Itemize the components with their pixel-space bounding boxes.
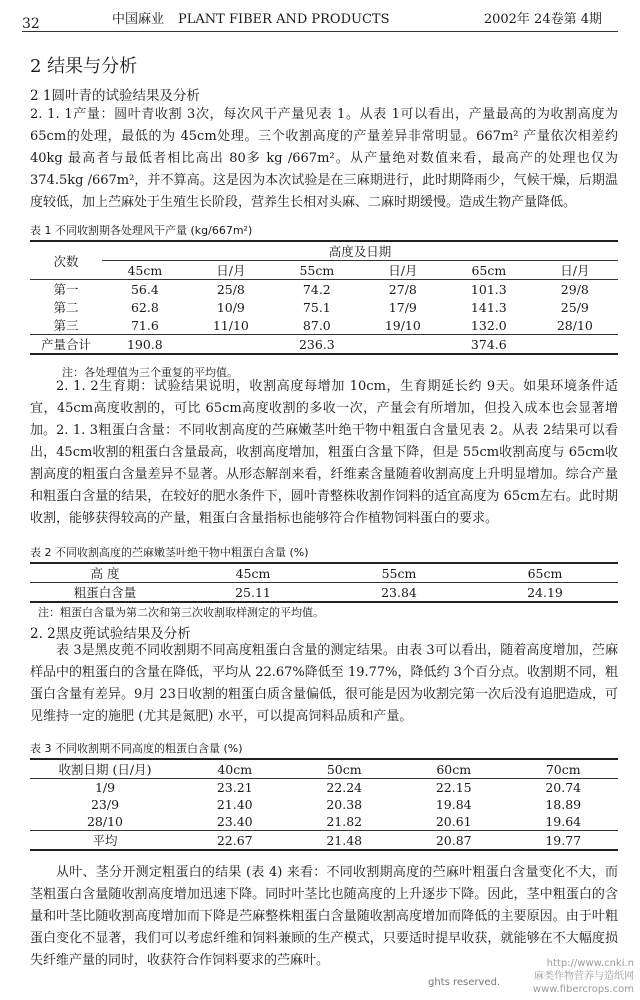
table-cell [532, 335, 618, 355]
table-cell: 25/9 [560, 299, 589, 315]
table-row [30, 813, 618, 831]
table2-col-header: 55cm [381, 565, 417, 581]
table-cell: 21.82 [326, 814, 363, 829]
table-cell: 87.0 [302, 317, 331, 333]
table-cell: 374.6 [470, 336, 507, 352]
table-cell: 62.8 [130, 299, 159, 315]
table-cell: 19.77 [545, 832, 582, 848]
watermark-site-name: 麻类作物营养与造纸网 [534, 971, 634, 982]
table2-col-header: 45cm [235, 565, 271, 581]
table-cell: 190.8 [126, 336, 163, 352]
running-header [22, 6, 620, 34]
table3-avg-label: 平均 [92, 833, 118, 848]
table3-col-header: 60cm [436, 761, 472, 777]
table1-col-header: 65cm [471, 262, 507, 278]
table-cell: 19/10 [384, 317, 421, 333]
watermark [533, 957, 634, 996]
table2-note: 注：粗蛋白含量为第二次和第三次收割取样测定的平均值。 [38, 606, 324, 619]
table3-col-header: 70cm [545, 761, 581, 777]
table-cell: 101.3 [470, 281, 507, 297]
table-cell: 20.38 [326, 797, 363, 812]
table-cell: 132.0 [470, 317, 507, 333]
table3-col-header: 收割日期 (日/月) [58, 762, 152, 777]
table-cell: 10/9 [216, 299, 245, 315]
table-cell: 19.84 [435, 797, 472, 812]
table-cell: 23.84 [381, 584, 417, 600]
table-cell: 22.24 [326, 780, 363, 795]
paragraph-growth-period: 2. 1. 2生育期：试验结果说明，收割高度每增加 10cm，生育期延长约 9天。如果环境条件适宜，45cm高度收割的，可比 65cm高度收割的多收一次，产量会有所增加，但投入成本也会显著增加。 [30, 379, 618, 438]
table1-yield [30, 240, 618, 355]
table-cell: 74.2 [302, 281, 331, 297]
table3-average-row [30, 831, 618, 851]
table-cell: 25/8 [216, 281, 245, 297]
table-cell: 25.11 [235, 584, 271, 600]
table-cell: 29/8 [560, 281, 589, 297]
table1-col-header: 日/月 [388, 263, 418, 278]
table-cell: 23.21 [216, 780, 253, 795]
table-cell: 28/10 [556, 317, 593, 333]
table-cell: 22.15 [435, 780, 472, 795]
table-cell: 75.1 [302, 299, 331, 315]
table1-col-header: 日/月 [560, 263, 590, 278]
table3-col-header: 50cm [326, 761, 362, 777]
table-row [30, 779, 618, 797]
table-cell [360, 335, 446, 355]
table1-note: 注：各处理值为三个重复的平均值。 [62, 366, 238, 379]
paragraph-yield: 2. 1. 1产量：圆叶青收割 3次，每次风干产量见表 1。从表 1可以看出，产量最高的为收割高度为 65cm的处理，最低的为 45cm处理。三个收割高度的产量差异非常明显。667m² 产量依次相差约 40kg 最高者与最低者相比高出 80多 kg /667m²。从产量绝对数值来看，最高产的处理也仅为 374.5kg /667m²，并不算高。这是因为本次试验是在三麻期进行，此时期降雨少，气候干燥，后期温度较低，加上苎麻处于生殖生长阶段，营养生长相对头麻、二麻时期缓慢。造成生物产量降低。 [30, 107, 618, 210]
copyright-text: ghts reserved. [428, 977, 501, 988]
subsection-title-2-2: 2. 2黑皮蔸试验结果及分析 [30, 626, 191, 642]
table-cell: 20.74 [545, 780, 582, 795]
table1-col-header: 45cm [127, 262, 163, 278]
table2-caption: 表 2 不同收割高度的苎麻嫩茎叶绝干物中粗蛋白含量 (%) [30, 546, 309, 559]
table3-col-header: 40cm [217, 761, 253, 777]
table-cell: 20.61 [435, 814, 472, 829]
table-cell: 141.3 [470, 299, 507, 315]
table-cell: 20.87 [435, 832, 472, 848]
subsection-title-2-1: 2 1圆叶青的试验结果及分析 [30, 88, 200, 104]
table3-row-label: 23/9 [90, 797, 120, 812]
table3-row-label: 1/9 [94, 780, 116, 795]
table3-caption: 表 3 不同收割期不同高度的粗蛋白含量 (%) [30, 742, 243, 755]
table-row [30, 796, 618, 813]
journal-title-cn: 中国麻业 [112, 12, 165, 27]
table1-total-label: 产量合计 [40, 337, 91, 352]
paragraph-crude-protein: 2. 1. 3粗蛋白含量：不同收割高度的苎麻嫩茎叶绝干物中粗蛋白含量见表 2。从表 2结果可以看出，45cm收割的粗蛋白含量最高，收割高度增加，粗蛋白含量下降，但是 55cm收割高度与 65cm收割高度的粗蛋白含量差异不显著。从形态解剖来看，纤维素含量随着收割高度上升明显增加。综合产量和粗蛋白含量的结果，在较好的肥水条件下，圆叶青整株收割作饲料的适宜高度为 65cm左右。此时期收割，能够获得较高的产量，粗蛋白含量指标也能够符合作植物饲料蛋白的要求。 [30, 423, 618, 526]
table-cell [188, 335, 274, 355]
table1-group-header: 高度及日期 [102, 241, 618, 261]
journal-title-en: PLANT FIBER AND PRODUCTS [178, 12, 390, 27]
table2-col-header: 65cm [527, 565, 563, 581]
table3-protein-by-date [30, 758, 618, 851]
table-cell: 19.64 [545, 814, 582, 829]
section-title: 2 结果与分析 [30, 56, 138, 77]
table-cell: 71.6 [130, 317, 159, 333]
table3-row-label: 28/10 [86, 814, 124, 829]
header-rule [22, 31, 618, 32]
table-cell: 21.40 [216, 797, 253, 812]
table1-col-header: 55cm [299, 262, 335, 278]
table2-col-header: 高 度 [90, 566, 120, 581]
table1-total-row [30, 335, 618, 355]
journal-title [112, 8, 390, 27]
table1-row-label: 第二 [53, 300, 79, 315]
table-cell: 11/10 [212, 317, 249, 333]
table1-col-header: 日/月 [216, 263, 246, 278]
table-row [30, 583, 618, 603]
table2-protein [30, 562, 618, 603]
volume-info: 2002年 24卷第 4期 [483, 12, 602, 27]
page-number: 32 [22, 16, 40, 32]
table-cell: 23.40 [216, 814, 253, 829]
table-cell: 24.19 [527, 584, 563, 600]
table1-row-label: 第三 [53, 318, 79, 333]
table2-row-label: 粗蛋白含量 [73, 585, 137, 600]
watermark-url-cnki: http://www.cnki.n [546, 958, 634, 969]
table-cell: 56.4 [130, 281, 159, 297]
table-cell: 22.67 [216, 832, 253, 848]
table-row [30, 316, 618, 335]
table1-caption: 表 1 不同收割期各处理风干产量 (kg/667m²) [30, 224, 253, 237]
table1-row-header: 次数 [53, 253, 79, 269]
watermark-url-fibercrops: www.fibercrops.com [532, 984, 634, 995]
table-cell: 17/9 [388, 299, 417, 315]
table-cell: 18.89 [545, 797, 582, 812]
table-row [30, 298, 618, 316]
table1-row-label: 第一 [53, 282, 79, 297]
paragraph-leaf-stem: 从叶、茎分开测定粗蛋白的结果 (表 4) 来看：不同收割期高度的苎麻叶粗蛋白含量变化不大，而茎粗蛋白含量随收割高度增加迅速下降。同时叶茎比也随高度的上升逐步下降。因此，茎中粗蛋白的含量和叶茎比随收割高度增加而下降是苎麻整株粗蛋白含量随收割高度增加而降低的主要原因。由于叶粗蛋白变化不显著，我们可以考虑纤维和饲料兼顾的生产模式，只要适时提早收获，就能够在不大幅度损失纤维产量的同时，收获符合作饲料要求的苎麻叶。 [30, 865, 618, 968]
table-cell: 21.48 [326, 832, 363, 848]
table-row [30, 280, 618, 299]
table-cell: 236.3 [298, 336, 335, 352]
table-cell: 27/8 [388, 281, 417, 297]
paragraph-heipidou: 表 3是黑皮蔸不同收割期不同高度粗蛋白含量的测定结果。由表 3可以看出，随着高度增加，苎麻样品中的粗蛋白的含量在降低，平均从 22.67%降低至 19.77%，降低约 3个百分点。收割期不同，粗蛋白含量有差异。9月 23日收割的粗蛋白质含量偏低，很可能是因为收割完第一次后没有追肥造成，可见维持一定的施肥 (尤其是氮肥) 水平，可以提高饲料品质和产量。 [30, 643, 618, 724]
